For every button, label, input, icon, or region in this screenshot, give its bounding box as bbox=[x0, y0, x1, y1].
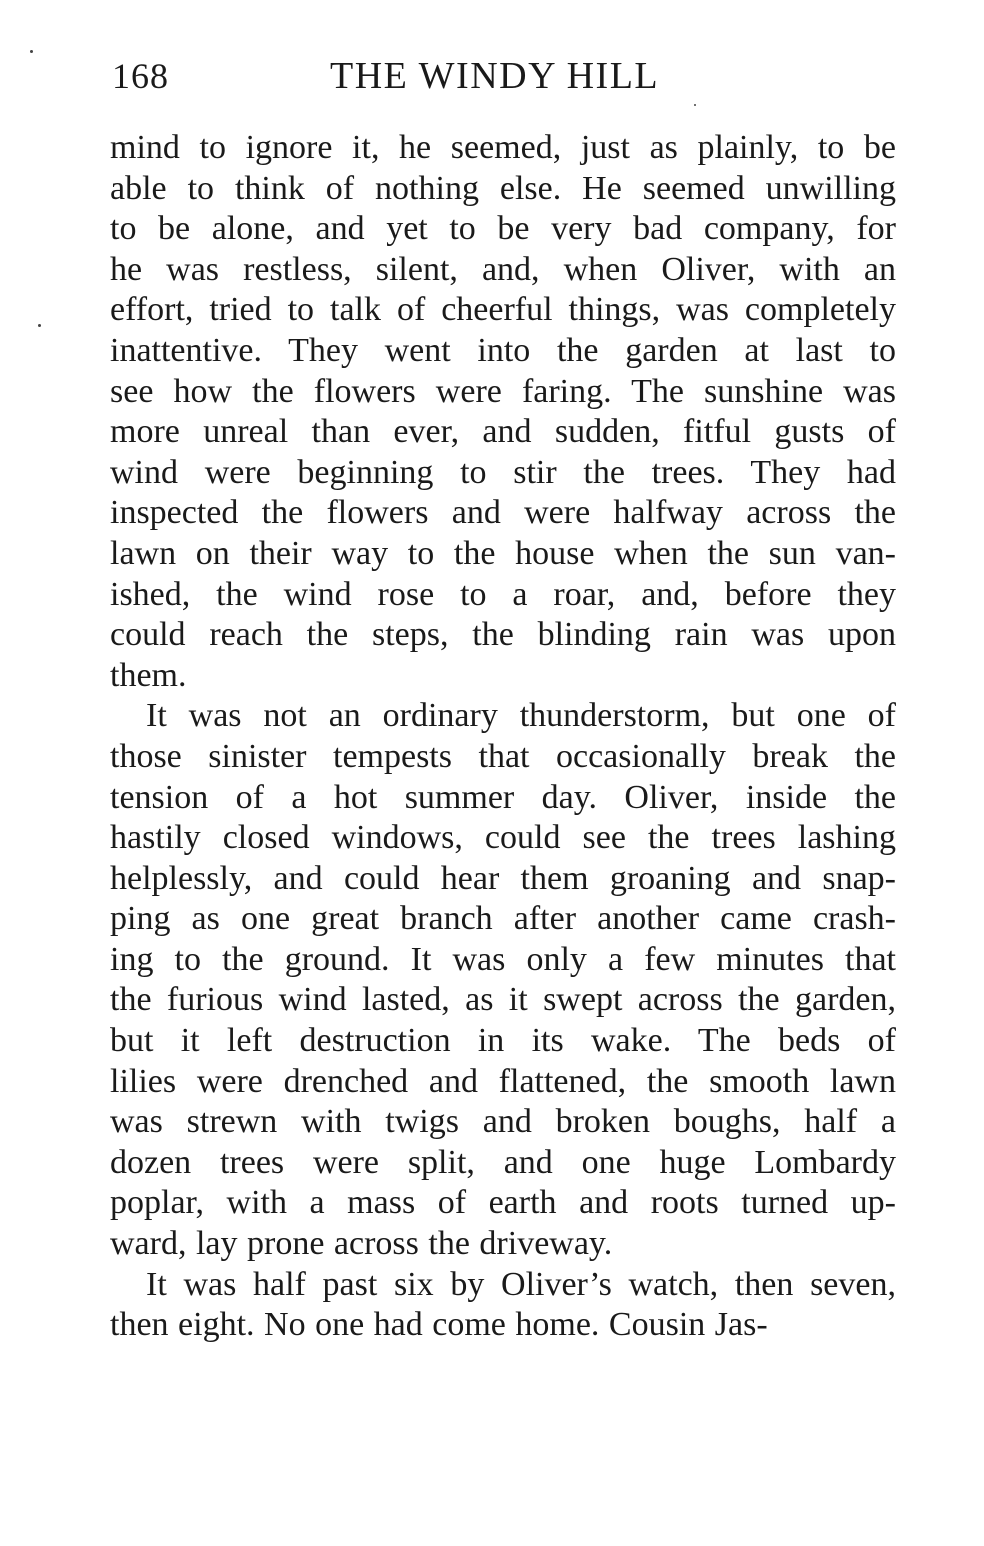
text-line: those sinister tempests that occasionally break the bbox=[110, 737, 896, 775]
paragraph bbox=[110, 696, 896, 1264]
text-line: but it left destruction in its wake. The beds of bbox=[110, 1022, 896, 1060]
text-line: tension of a hot summer day. Oliver, inside the bbox=[110, 778, 896, 816]
text-line: lawn on their way to the house when the sun van- bbox=[110, 534, 896, 572]
scan-speck bbox=[30, 50, 33, 53]
text-line: them. bbox=[110, 656, 187, 694]
text-line: to be alone, and yet to be very bad company, for bbox=[110, 210, 896, 248]
text-line: see how the flowers were faring. The sunshine was bbox=[110, 372, 896, 410]
text-line: lilies were drenched and flattened, the smooth lawn bbox=[110, 1062, 896, 1100]
scan-speck bbox=[694, 104, 696, 106]
text-line: ping as one great branch after another came crash- bbox=[110, 900, 896, 938]
scan-speck bbox=[38, 324, 41, 327]
text-line: the furious wind lasted, as it swept across the garden, bbox=[110, 981, 896, 1019]
page-number: 168 bbox=[112, 56, 169, 96]
text-line: ward, lay prone across the driveway. bbox=[110, 1225, 613, 1263]
text-line: dozen trees were split, and one huge Lombardy bbox=[110, 1143, 896, 1181]
text-line: wind were beginning to stir the trees. They had bbox=[110, 453, 896, 491]
text-line: poplar, with a mass of earth and roots turned up- bbox=[110, 1184, 896, 1222]
text-line: It was not an ordinary thunderstorm, but one of bbox=[146, 697, 896, 735]
text-line: then eight. No one had come home. Cousin Jas- bbox=[110, 1306, 768, 1344]
text-line: helplessly, and could hear them groaning and snap- bbox=[110, 859, 896, 897]
text-line: could reach the steps, the blinding rain was upon bbox=[110, 616, 896, 654]
text-line: effort, tried to talk of cheerful things, was completely bbox=[110, 291, 896, 329]
paragraph bbox=[110, 128, 896, 696]
text-line: able to think of nothing else. He seemed unwilling bbox=[110, 169, 896, 207]
text-line: mind to ignore it, he seemed, just as plainly, to be bbox=[110, 129, 896, 166]
paragraph bbox=[110, 1265, 896, 1346]
text-line: was strewn with twigs and broken boughs, half a bbox=[110, 1103, 896, 1141]
running-title: THE WINDY HILL bbox=[330, 55, 660, 97]
page-header bbox=[112, 54, 896, 106]
text-line: more unreal than ever, and sudden, fitful gusts of bbox=[110, 413, 896, 451]
text-line: inspected the flowers and were halfway across the bbox=[110, 494, 896, 532]
text-line: ished, the wind rose to a roar, and, before they bbox=[110, 575, 896, 613]
text-line: inattentive. They went into the garden at last to bbox=[110, 331, 896, 369]
text-line: he was restless, silent, and, when Oliver, with an bbox=[110, 250, 896, 288]
text-line: hastily closed windows, could see the trees lashing bbox=[110, 819, 896, 857]
text-line: ing to the ground. It was only a few minutes that bbox=[110, 940, 896, 978]
text-line: It was half past six by Oliver’s watch, then seven, bbox=[146, 1265, 896, 1303]
body-text bbox=[110, 128, 896, 1346]
